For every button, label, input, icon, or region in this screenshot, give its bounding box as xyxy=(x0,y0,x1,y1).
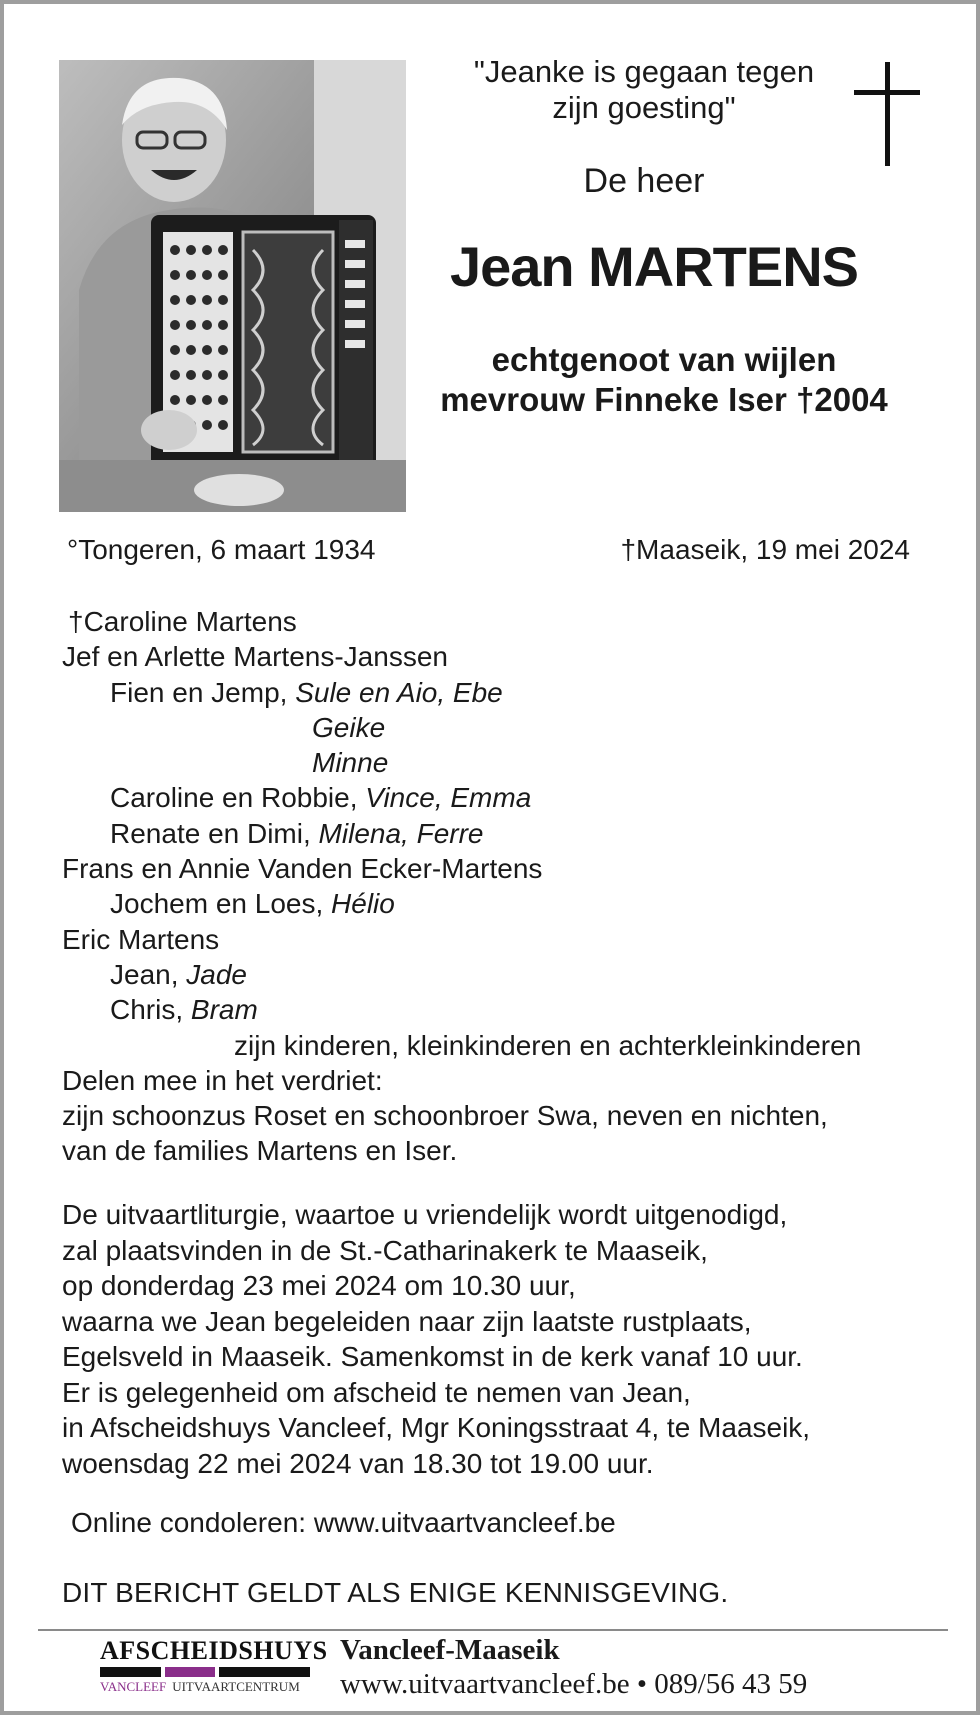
funeral-details xyxy=(62,1197,962,1481)
family-line: Fien en Jemp, Sule en Aio, Ebe xyxy=(110,676,503,708)
death-date: †Maaseik, 19 mei 2024 xyxy=(620,534,910,565)
family-line: Jef en Arlette Martens-Janssen xyxy=(62,641,448,673)
family-line: Jochem en Loes, Hélio xyxy=(110,888,395,920)
funeral-line: in Afscheidshuys Vancleef, Mgr Koningsstraat 4, te Maaseik, xyxy=(62,1412,811,1443)
family-line: Renate en Dimi, Milena, Ferre xyxy=(110,817,484,849)
funeral-home-contact[interactable]: www.uitvaartvancleef.be • 089/56 43 59 xyxy=(340,1668,808,1700)
logo-bar xyxy=(100,1667,161,1677)
online-condolences: Online condoleren: www.uitvaartvancleef.be xyxy=(71,1507,616,1538)
family-line: Minne xyxy=(312,747,389,779)
funeral-home-logo xyxy=(100,1636,328,1701)
footer-divider xyxy=(38,1629,948,1631)
portrait-photo-illustration xyxy=(59,60,406,512)
logo-subtitle xyxy=(100,1679,310,1695)
funeral-line: waarna we Jean begeleiden naar zijn laatste rustplaats, xyxy=(62,1305,752,1337)
family-line: Caroline en Robbie, Vince, Emma xyxy=(110,782,532,814)
spouse-line-2: mevrouw Finneke Iser †2004 xyxy=(440,381,888,418)
family-line: zijn schoonzus Roset en schoonbroer Swa, neven en nichten, xyxy=(62,1100,828,1132)
logo-bars xyxy=(100,1667,310,1677)
birth-date: °Tongeren, 6 maart 1934 xyxy=(67,534,376,565)
family-line: zijn kinderen, kleinkinderen en achterkleinkinderen xyxy=(234,1029,862,1061)
logo-bar xyxy=(219,1667,310,1677)
portrait-photo xyxy=(59,60,406,512)
family-line: Chris, Bram xyxy=(110,994,258,1026)
logo-left-text: VANCLEEF xyxy=(100,1679,167,1694)
family-line: Geike xyxy=(312,711,386,743)
honorific-title: De heer xyxy=(583,162,705,200)
memorial-quote: "Jeanke is gegaan tegen zijn goesting" xyxy=(473,54,815,125)
funeral-line: Egelsveld in Maaseik. Samenkomst in de kerk vanaf 10 uur. xyxy=(62,1341,803,1372)
spouse-line-1: echtgenoot van wijlen xyxy=(491,341,837,378)
family-line: Jean, Jade xyxy=(110,958,247,990)
logo-bar xyxy=(165,1667,215,1677)
family-line: †Caroline Martens xyxy=(68,606,297,637)
funeral-line: woensdag 22 mei 2024 van 18.30 tot 19.00 uur. xyxy=(62,1447,654,1479)
funeral-line: De uitvaartliturgie, waartoe u vriendelijk wordt uitgenodigd, xyxy=(62,1199,788,1230)
funeral-line: Er is gelegenheid om afscheid te nemen van Jean, xyxy=(62,1376,691,1408)
funeral-line: zal plaatsvinden in de St.-Catharinakerk te Maaseik, xyxy=(62,1234,708,1266)
spouse-info xyxy=(404,340,924,420)
family-line: van de families Martens en Iser. xyxy=(62,1135,458,1167)
funeral-home-name: Vancleef-Maaseik xyxy=(340,1634,560,1666)
family-line: Eric Martens xyxy=(62,923,220,955)
family-line: Delen mee in het verdriet: xyxy=(62,1064,383,1096)
family-list xyxy=(62,604,962,1169)
funeral-line: op donderdag 23 mei 2024 om 10.30 uur, xyxy=(62,1270,576,1301)
deceased-name: Jean MARTENS xyxy=(449,235,859,298)
family-line: Frans en Annie Vanden Ecker-Martens xyxy=(62,853,543,885)
latin-cross-icon xyxy=(854,62,924,166)
logo-title: AFSCHEIDSHUYS xyxy=(100,1636,328,1665)
logo-right-text: UITVAARTCENTRUM xyxy=(172,1679,300,1694)
notice-statement: DIT BERICHT GELDT ALS ENIGE KENNISGEVING. xyxy=(62,1577,729,1608)
